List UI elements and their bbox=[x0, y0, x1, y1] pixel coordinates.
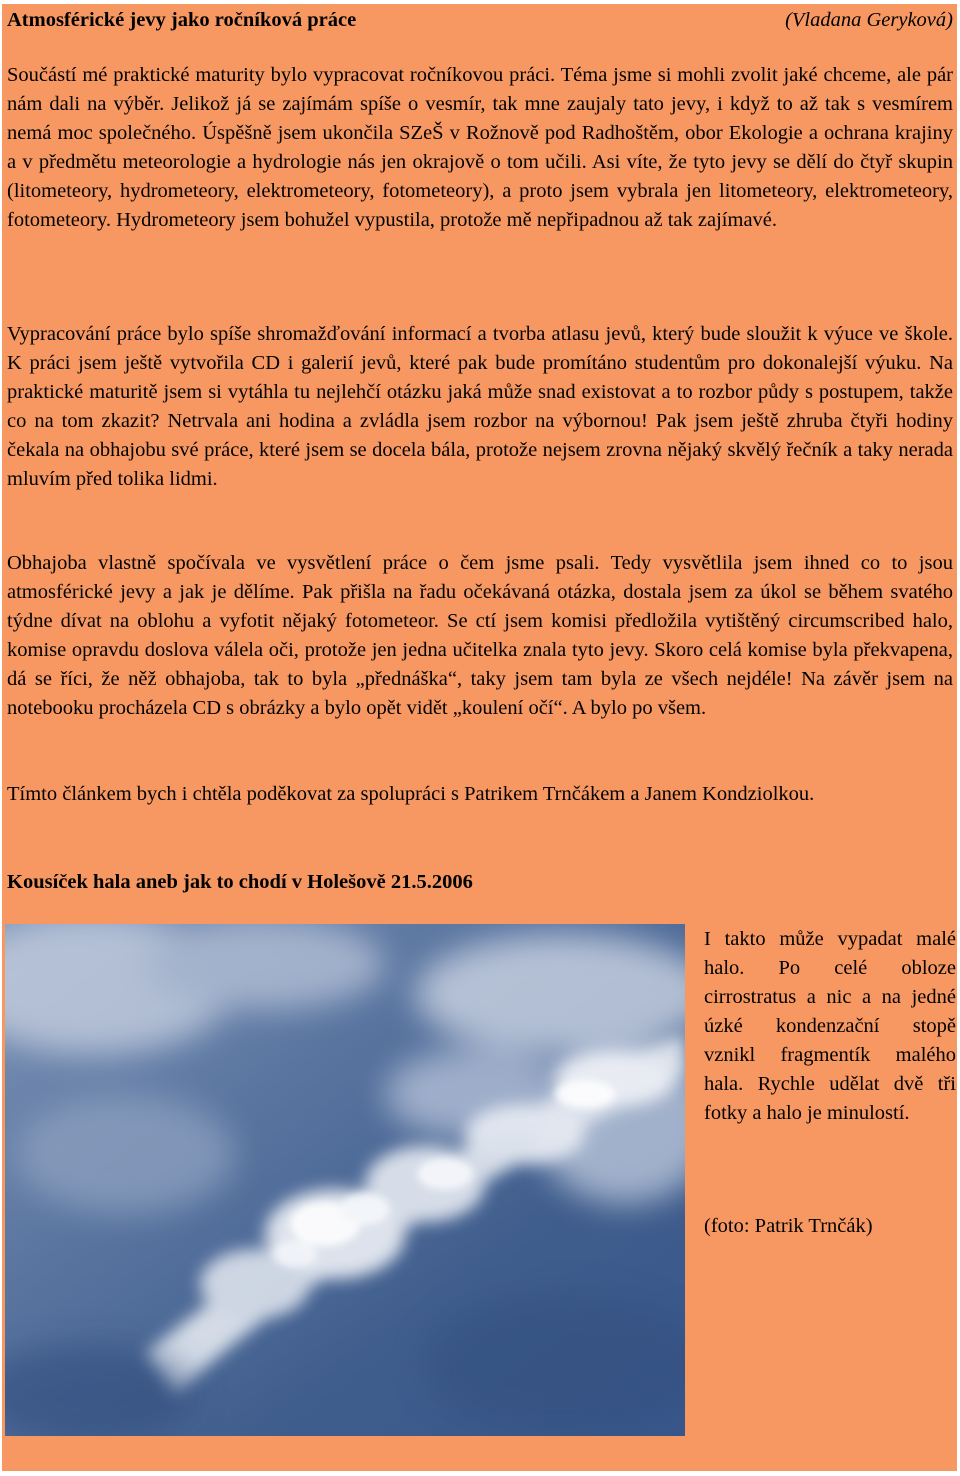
photo-caption: I takto může vypadat malé halo. Po celé obloze cirrostratus a nic a na jedné úzké kondenzační stopě vznikl fragmentík malého hala. Rychle udělat dvě tři fotky a halo je minulostí. bbox=[704, 928, 956, 1124]
paragraph-defense: Obhajoba vlastně spočívala ve vysvětlení práce o čem jsme psali. Tedy vysvětlila jsem ihned co to jsou atmosférické jevy a jak je dělíme. Pak přišla na řadu očekávaná otázka, dostala jsem za úkol se během svatého týdne dívat na oblohu a vyfotit nějaký fotometeor. Se ctí jsem komisi předložila vytištěný circumscribed halo, komise opravdu doslova válela oči, protože jen jedna učitelka znala tyto jevy. Skoro celá komise byla překvapena, dá se říci, že něž obhajoba, tak to byla „přednáška“, taky jsem tam byla ze všech nejdéle! Na závěr jsem na notebooku procházela CD s obrázky a bylo opět vidět „koulení očí“. A bylo po všem. bbox=[7, 552, 953, 719]
photo-credit: (foto: Patrik Trnčák) bbox=[704, 1215, 873, 1237]
sky-clouds-image bbox=[5, 924, 685, 1436]
halo-photo bbox=[5, 924, 685, 1436]
section-title: Kousíček hala aneb jak to chodí v Holešově 21.5.2006 bbox=[7, 871, 473, 893]
article-title: Atmosférické jevy jako ročníková práce bbox=[7, 9, 357, 31]
paragraph-intro: Součástí mé praktické maturity bylo vypracovat ročníkovou práci. Téma jsme si mohli zvolit jaké chceme, ale pár nám dali na výběr. Jelikož já se zajímám spíše o vesmír, tak mne zaujaly tato jevy, i když to až tak s vesmírem nemá moc společného. Úspěšně jsem ukončila SZeŠ v Rožnově pod Radhoštěm, obor Ekologie a ochrana krajiny a v předmětu meteorologie a hydrologie nás jen okrajově o tom učili. Asi víte, že tyto jevy se dělí do čtyř skupin (litometeory, hydrometeory, elektrometeory, fotometeory), a proto jsem vybrala jen litometeory, elektrometeory, fotometeory. Hydrometeory jsem bohužel vypustila, protože mě nepřipadnou až tak zajímavé. bbox=[7, 64, 953, 231]
paragraph-thanks: Tímto článkem bych i chtěla poděkovat za spolupráci s Patrikem Trnčákem a Janem Kondziolkou. bbox=[7, 783, 815, 805]
paragraph-work: Vypracování práce bylo spíše shromažďování informací a tvorba atlasu jevů, který bude sloužit k výuce ve škole. K práci jsem ještě vytvořila CD i galerií jevů, které pak bude promítáno studentům pro dokonalejší výuku. Na praktické maturitě jsem si vytáhla tu nejlehčí otázku jaká může snad existovat a to rozbor půdy s postupem, takže co na tom zkazit? Netrvala ani hodina a zvládla jsem rozbor na výbornou! Pak jsem ještě zhruba čtyři hodiny čekala na obhajobu své práce, které jsem se docela bála, protože nejsem zrovna nějaký skvělý řečník a taky nerada mluvím před tolika lidmi. bbox=[7, 323, 953, 490]
article-author: (Vladana Geryková) bbox=[785, 9, 953, 31]
